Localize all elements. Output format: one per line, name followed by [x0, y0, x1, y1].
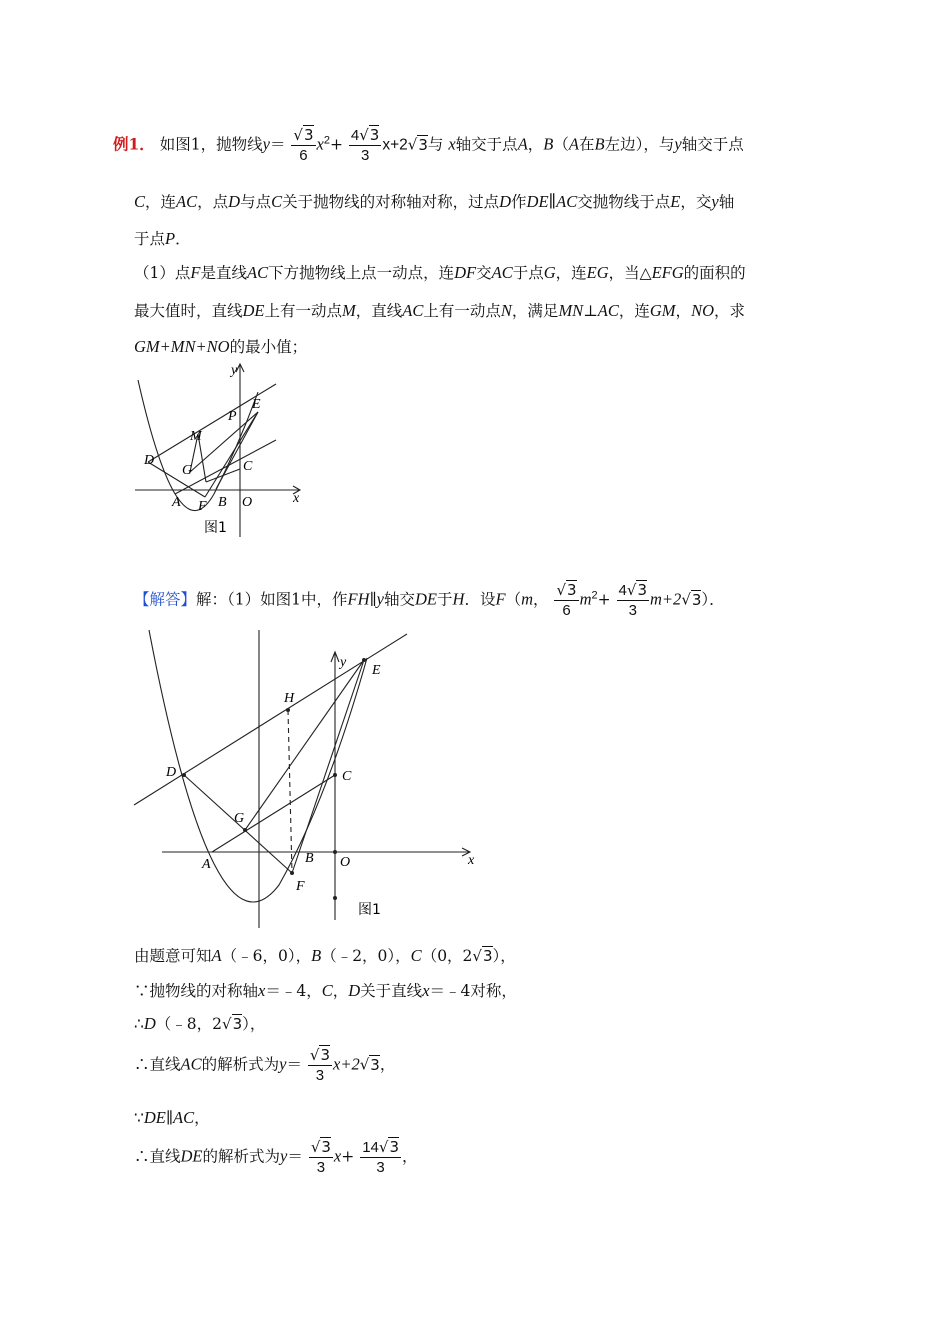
solution-line-3: ∵抛物线的对称轴x＝﹣4，C，D关于直线x＝﹣4对称， [134, 981, 517, 1000]
label-c: C [342, 769, 352, 784]
label-m: M [190, 429, 202, 444]
label-d: D [166, 765, 177, 780]
label-o: O [340, 855, 351, 870]
solution-line-7: ∴直线DE的解析式为y＝ $\frac{√3}{3}$ x+ $\frac{14√3}{3}$ ， [134, 1138, 418, 1176]
figure-caption: 图1 [204, 520, 227, 536]
solution-label: 【解答】 [134, 590, 197, 609]
label-b: B [218, 495, 227, 510]
example-line-3: 于点P． [134, 229, 191, 248]
label-d: D [144, 453, 155, 468]
label-f: F [296, 879, 305, 894]
segment-fh [288, 710, 292, 873]
solution-line-4: ∴D（﹣8，2√3）， [134, 1014, 266, 1033]
question-line-2: 最大值时，直线DE上有一动点M，直线AC上有一动点N，满足MN⊥AC，连GM，NO，求 [134, 301, 745, 320]
question-line-1: （1）点F是直线AC下方抛物线上点一动点，连DF交AC于点G，连EG，当△EFG的面积的 [134, 263, 746, 282]
label-g: G [234, 811, 245, 826]
example-line-1: 例1． 如图1，抛物线y＝ $\frac{√3}{6}$ $x^2+$ $\frac{4√3}{3}$ x+2√3与 x轴交于点A，B（A在B左边），与y轴交于点 [113, 126, 744, 164]
solution-line-6: ∵DE∥AC， [134, 1108, 210, 1127]
solution-line-5: ∴直线AC的解析式为y＝ $\frac{√3}{3}$ x+2√3， [134, 1046, 396, 1084]
segment-ge [245, 660, 364, 830]
label-e: E [372, 663, 381, 678]
fraction-sqrt3-over-6: $\frac{√3}{6}$ [293, 126, 314, 164]
label-x: x [293, 491, 300, 506]
label-a: A [202, 857, 211, 872]
parabola [149, 630, 367, 902]
figure-1-small [130, 362, 310, 547]
line-ac [212, 775, 335, 852]
label-f: F [198, 499, 207, 514]
label-y: y [231, 363, 238, 378]
label-y: y [340, 655, 347, 670]
label-e: E [252, 397, 261, 412]
segment-fe [292, 660, 364, 873]
label-b: B [305, 851, 314, 866]
label-p: P [228, 409, 237, 424]
label-c: C [243, 459, 253, 474]
label-a: A [172, 495, 181, 510]
label-o: O [242, 495, 253, 510]
example-label: 例1． [113, 134, 155, 154]
solution-line-2: 由题意可知A（﹣6，0），B（﹣2，0），C（0，2√3）， [134, 946, 516, 965]
figure-1-large [132, 630, 482, 930]
example-line-2: C，连AC，点D与点C关于抛物线的对称轴对称，过点D作DE∥AC交抛物线于点E，交y轴 [134, 192, 735, 211]
solution-line-1: 【解答】解：（1）如图1中，作FH∥y轴交DE于H．设F（m， $\frac{√3}{6}$ $m^2+$ $\frac{4√3}{3}$ m+2√3）． [134, 581, 725, 619]
label-h: H [284, 691, 295, 706]
label-x: x [468, 853, 475, 868]
question-line-3: GM+MN+NO的最小值； [134, 337, 308, 356]
label-g: G [182, 463, 193, 478]
figure-caption: 图1 [358, 902, 381, 918]
fraction-4sqrt3-over-3: $\frac{4√3}{3}$ [350, 126, 380, 164]
